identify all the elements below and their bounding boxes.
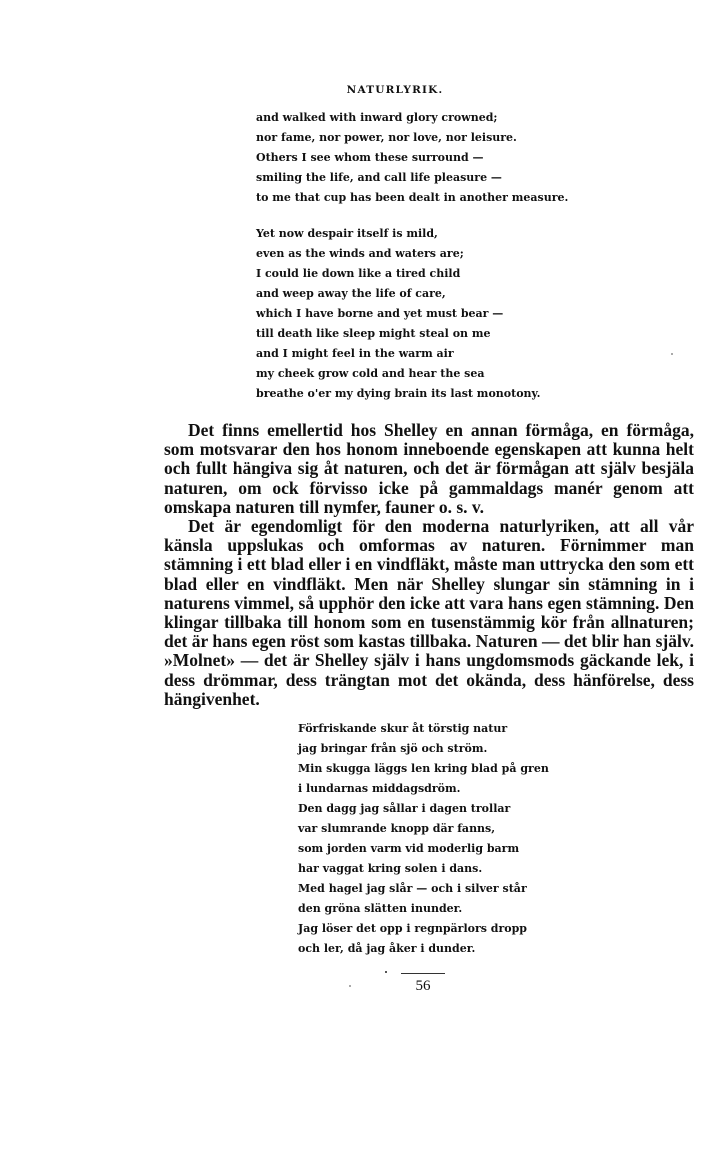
poem-line: Min skugga läggs len kring blad på gren xyxy=(298,762,549,775)
poem-line: i lundarnas middagsdröm. xyxy=(298,782,461,795)
poem-line: Med hagel jag slår — och i silver står xyxy=(298,882,527,895)
poem-stanza-2 xyxy=(256,224,541,404)
poem-line: jag bringar från sjö och ström. xyxy=(298,742,488,755)
poem-line: har vaggat kring solen i dans. xyxy=(298,862,483,875)
poem-line: breathe o'er my dying brain its last monotony. xyxy=(256,387,541,400)
poem-line: Jag löser det opp i regnpärlors dropp xyxy=(298,922,527,935)
scan-speck xyxy=(349,985,351,987)
poem-line: I could lie down like a tired child xyxy=(256,267,461,280)
poem-line: och ler, då jag åker i dunder. xyxy=(298,942,476,955)
body-paragraph-2: Det är egendomligt för den moderna naturlyriken, att all vår känsla uppslukas och omformas av naturen. Förnimmer man stämning i ett blad eller i en vindfläkt, måste man uttrycka den som ett blad eller en vindfläkt. Men när Shelley slungar sin stämning in i naturens vimmel, så upphör den icke att vara hans egen stämning. Den klingar tillbaka till honom som en tusenstämmig kör från allnaturen; det är hans egen röst som kastas tillbaka. Naturen — det blir han själv. »Molnet» — det är Shelley själv i hans ungdomsmods gäckande lek, i dess drömmar, dess trängtan mot det okända, dess hänförelse, dess hängivenhet. xyxy=(164,516,694,709)
page-number: 56 xyxy=(415,978,431,994)
folio-rule xyxy=(401,973,445,974)
folio-dot xyxy=(385,971,387,973)
poem-line: which I have borne and yet must bear — xyxy=(256,307,504,320)
poem-line: Den dagg jag sållar i dagen trollar xyxy=(298,802,511,815)
poem-line: and walked with inward glory crowned; xyxy=(256,111,498,124)
poem-stanza-1 xyxy=(256,108,568,208)
poem-line: Others I see whom these surround — xyxy=(256,151,484,164)
poem-line: var slumrande knopp där fanns, xyxy=(298,822,496,835)
poem-line: nor fame, nor power, nor love, nor leisure. xyxy=(256,131,517,144)
scan-speck xyxy=(671,353,673,355)
poem-line: som jorden varm vid moderlig barm xyxy=(298,842,520,855)
poem-line: smiling the life, and call life pleasure — xyxy=(256,171,502,184)
poem-line: and I might feel in the warm air xyxy=(256,347,454,360)
poem-line: even as the winds and waters are; xyxy=(256,247,464,260)
poem-line: my cheek grow cold and hear the sea xyxy=(256,367,485,380)
poem-line: Förfriskande skur åt törstig natur xyxy=(298,722,508,735)
poem-line: till death like sleep might steal on me xyxy=(256,327,491,340)
running-head: NATURLYRIK. xyxy=(346,84,444,96)
body-paragraph-1: Det finns emellertid hos Shelley en annan förmåga, en förmåga, som motsvarar den hos honom inneboende egenskapen att kunna helt och fullt hängiva sig åt naturen, och det är förmågan att själv besjäla naturen, om ock förvisso icke på gammaldags manér genom att omskapa naturen till nymfer, fauner o. s. v. xyxy=(164,420,694,517)
poem-swedish xyxy=(298,719,549,959)
body-text xyxy=(164,421,694,709)
poem-line: den gröna slätten inunder. xyxy=(298,902,463,915)
poem-line: Yet now despair itself is mild, xyxy=(256,227,438,240)
poem-line: and weep away the life of care, xyxy=(256,287,446,300)
poem-line: to me that cup has been dealt in another measure. xyxy=(256,191,569,204)
